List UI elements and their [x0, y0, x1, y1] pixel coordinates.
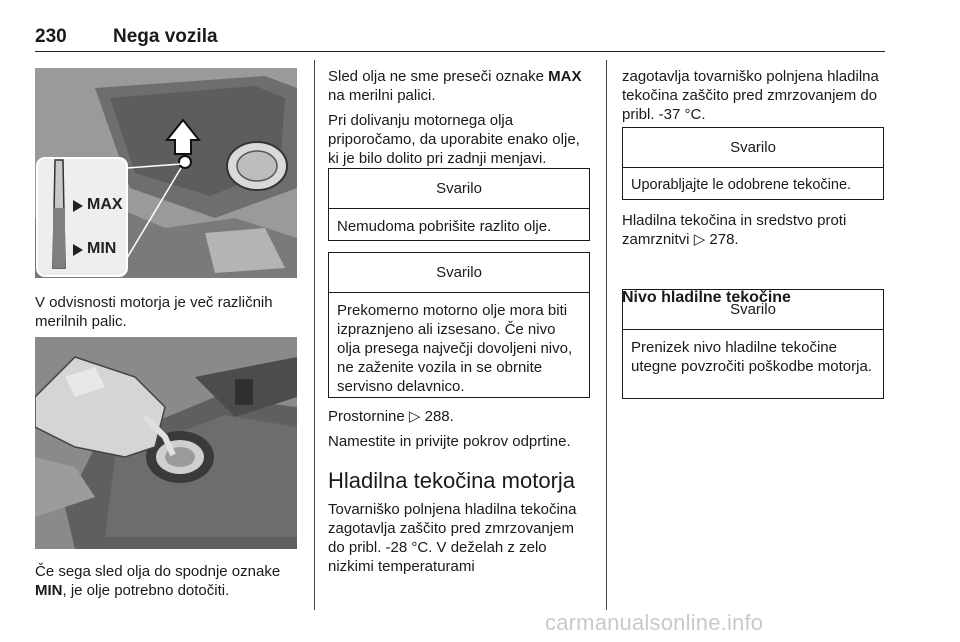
warning-box-approved-fluids — [622, 127, 884, 200]
warning-text: Prenizek nivo hladilne tekočine utegne povzročiti poškodbe motorja. — [631, 339, 872, 375]
subheading-coolant-level: Nivo hladilne tekočine — [622, 289, 791, 306]
coolant-antifreeze-page-ref[interactable]: 278. — [709, 231, 739, 248]
warning-box-overfill — [328, 252, 590, 398]
min-refill-note-tail: , je olje potrebno dotočiti. — [62, 582, 230, 599]
warning-title: Svarilo — [329, 169, 589, 209]
warning-title: Svarilo — [329, 253, 589, 293]
warning-box-spilled-oil — [328, 168, 590, 241]
page-number: 230 — [35, 26, 67, 47]
warning-text: Uporabljajte le odobrene tekočine. — [631, 177, 852, 193]
min-mark-label: MIN — [87, 240, 117, 257]
same-oil-note: Pri dolivanju motornega olja priporočamo, da uporabite enako olje, ki je bilo dolito pri zadnji menjavi. — [328, 112, 580, 167]
column-divider-1 — [314, 60, 315, 610]
section-heading-coolant: Hladilna tekočina motorja — [328, 468, 576, 493]
warning-text: Prekomerno motorno olje mora biti izpraznjeno ali izsesano. Če nivo olja presega največji dovoljeni nivo, ne zaženite vozila in se obrnite servisno delavnico. — [337, 302, 573, 395]
cap-note: Namestite in privijte pokrov odprtine. — [328, 433, 571, 450]
page-ref-icon: ▷ — [693, 231, 706, 248]
warning-title: Svarilo — [623, 290, 883, 330]
column-divider-2 — [606, 60, 607, 610]
capacities-page-ref[interactable]: 288. — [424, 408, 454, 425]
dipstick-illustration — [35, 68, 297, 278]
min-mark-ref: MIN — [35, 582, 63, 599]
warning-text: Nemudoma pobrišite razlito olje. — [337, 218, 552, 235]
max-limit-note — [328, 67, 590, 105]
section-title: Nega vozila — [113, 26, 218, 47]
dipstick-note: V odvisnosti motorja je več različnih merilnih palic. — [35, 294, 273, 330]
coolant-cold-climate-note: zagotavlja tovarniško polnjena hladilna tekočina zaščito pred zmrzovanjem do pribl. -37 °C. — [622, 68, 879, 123]
oil-filler-svg — [35, 337, 297, 549]
engine-dipstick-svg — [35, 68, 297, 278]
coolant-antifreeze-ref — [622, 211, 884, 249]
min-refill-note — [35, 562, 301, 600]
capacities-label: Prostornine — [328, 408, 405, 425]
coolant-protection-note: Tovarniško polnjena hladilna tekočina zagotavlja zaščito pred zmrzovanjem do pribl. -28 °C. V deželah z zelo nizkimi temperaturami — [328, 501, 577, 575]
max-limit-note-lead: Sled olja ne sme preseči oznake — [328, 68, 549, 85]
page-ref-icon: ▷ — [408, 408, 421, 425]
warning-box-low-coolant — [622, 289, 884, 399]
oil-pouring-illustration — [35, 337, 297, 549]
warning-title: Svarilo — [623, 128, 883, 168]
capacities-ref — [328, 407, 590, 426]
max-mark-ref: MAX — [548, 68, 582, 85]
min-refill-note-lead: Če sega sled olja do spodnje oznake — [35, 563, 281, 580]
max-limit-note-tail: na merilni palici. — [328, 87, 436, 104]
watermark: carmanualsonline.info — [545, 610, 764, 635]
max-mark-label: MAX — [87, 196, 123, 213]
coolant-antifreeze-label: Hladilna tekočina in sredstvo proti zamrznitvi — [622, 212, 847, 248]
page-header — [35, 22, 885, 52]
